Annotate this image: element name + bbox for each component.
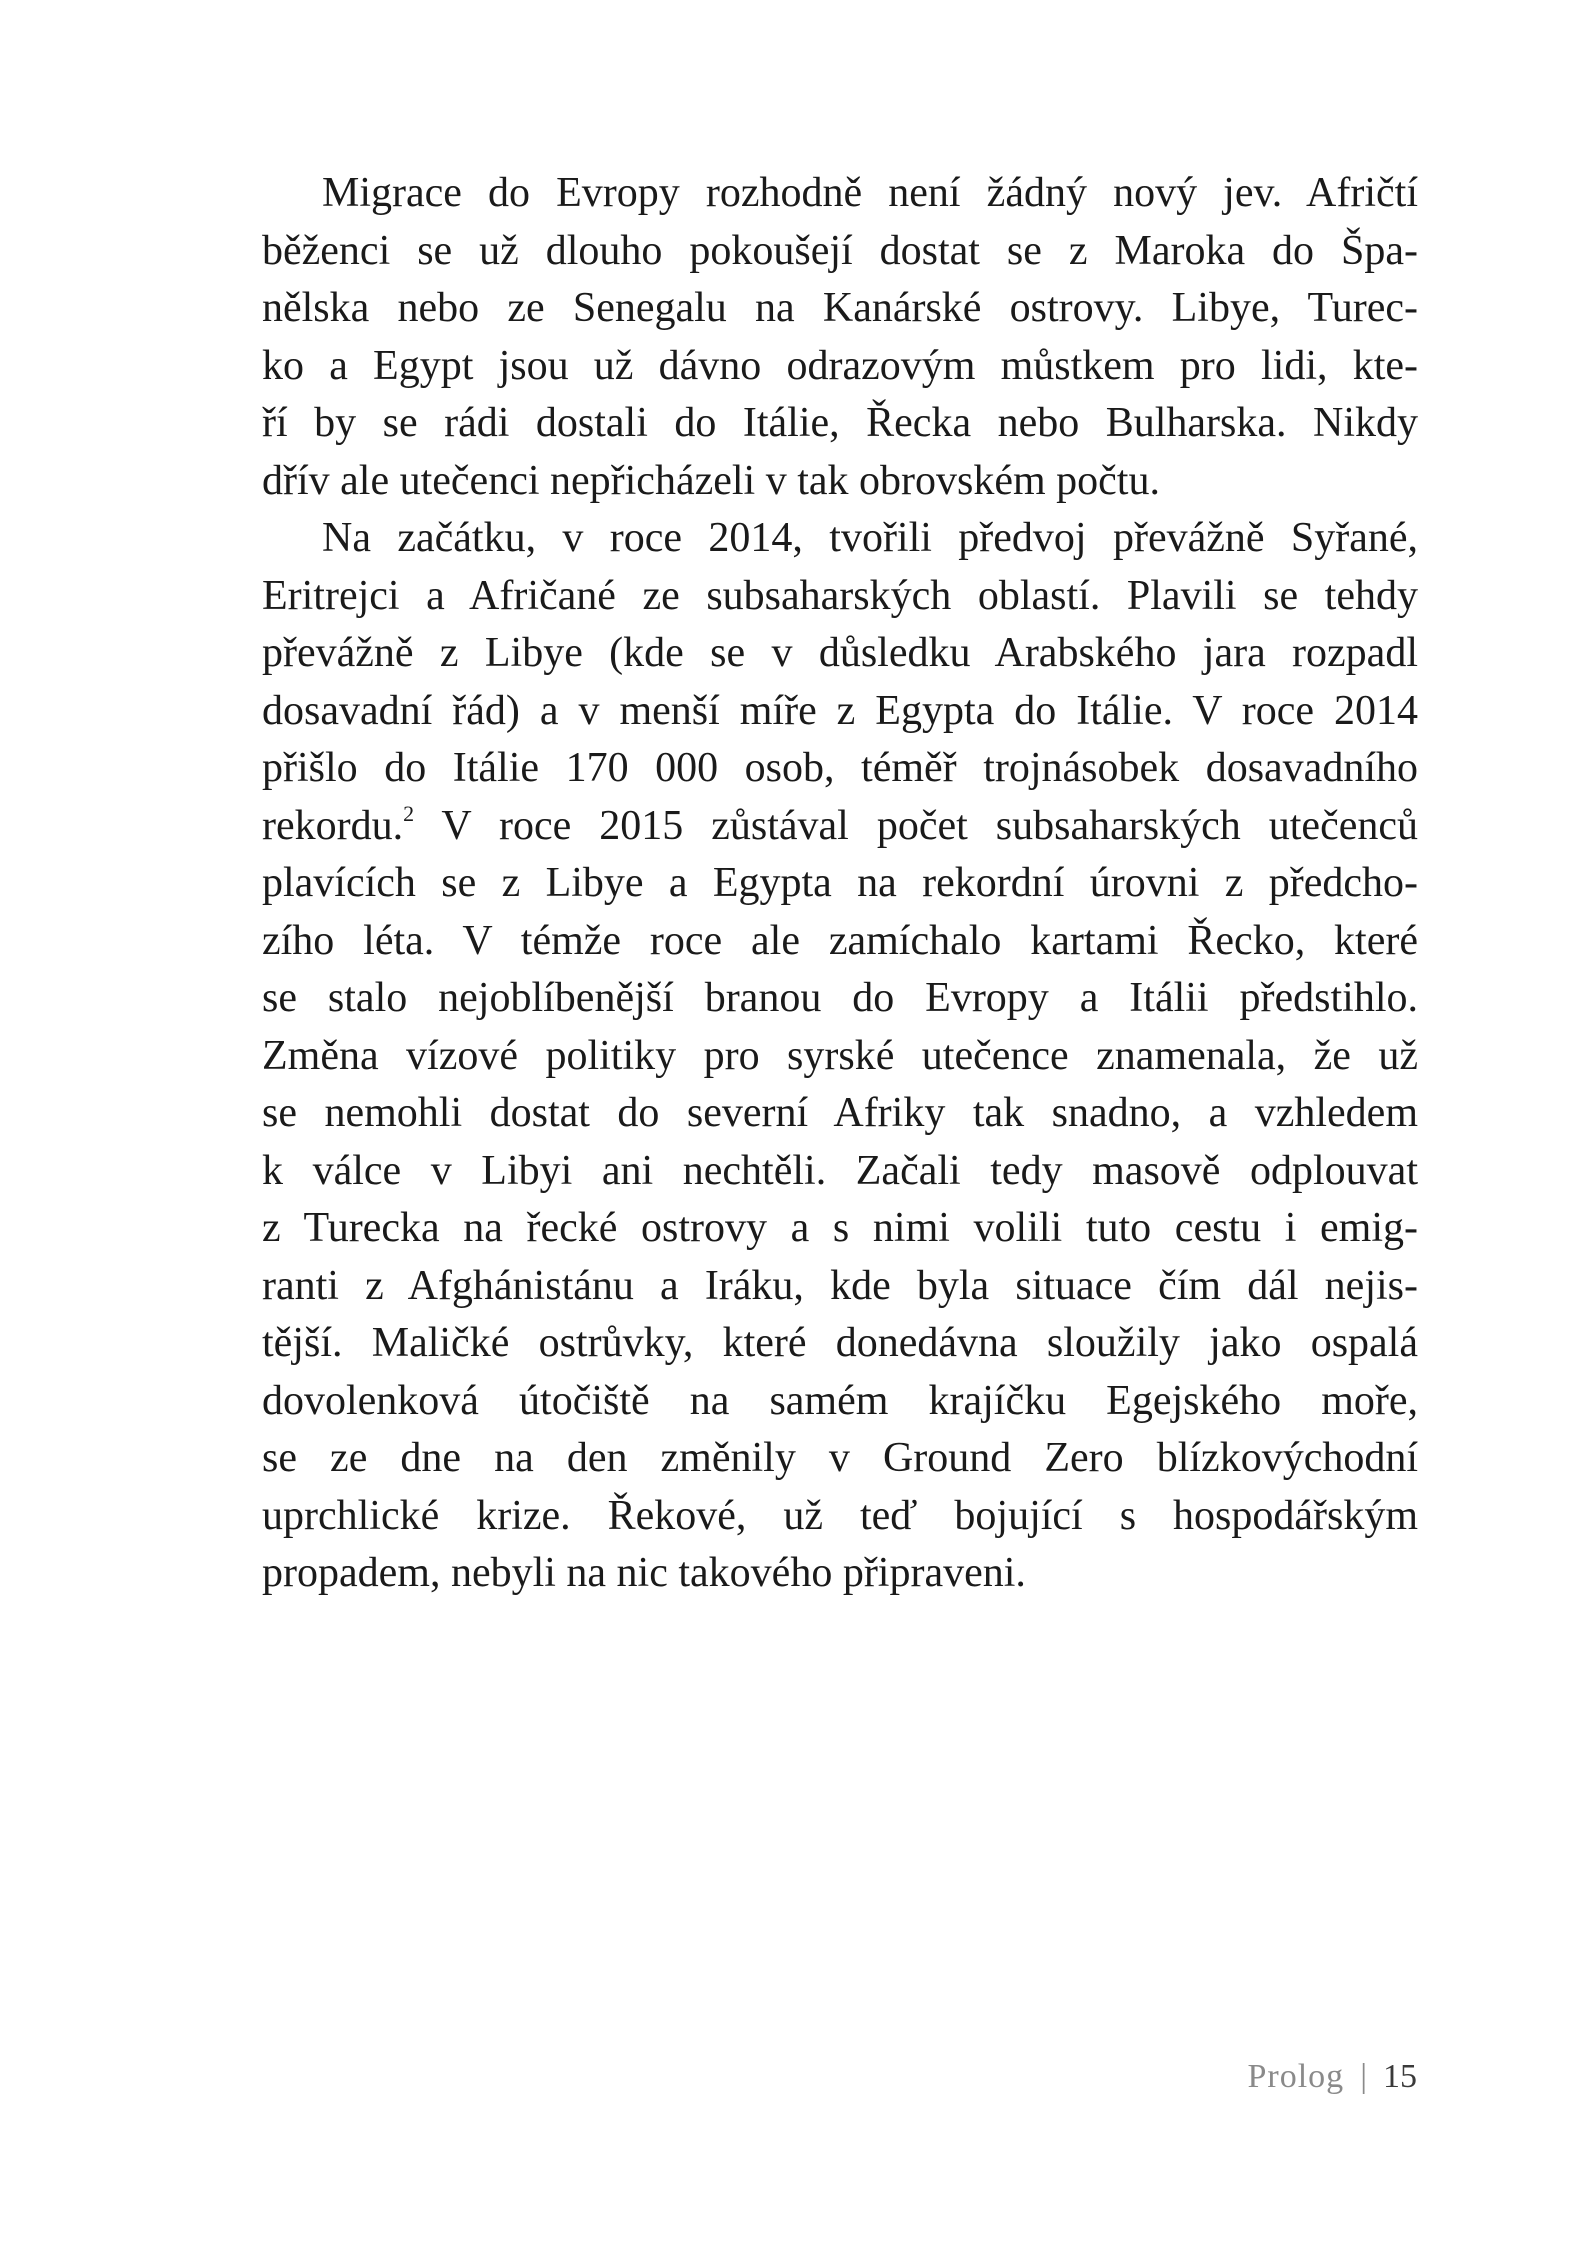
- text-line: dosavadní řád) a v menší míře z Egypta do Itálie. V roce 2014: [262, 687, 1418, 734]
- text-line: plavících se z Libye a Egypta na rekordní úrovni z předcho-: [262, 860, 1418, 906]
- text-line: ří by se rádi dostali do Itálie, Řecka nebo Bulharska. Nikdy: [262, 400, 1418, 446]
- footnote-marker[interactable]: 2: [403, 800, 415, 826]
- text-line: tější. Maličké ostrůvky, které donedávna sloužily jako ospalá: [262, 1320, 1418, 1366]
- body-text: [262, 165, 1418, 1603]
- text-line: k válce v Libyi ani nechtěli. Začali tedy masově odplouvat: [262, 1147, 1418, 1194]
- text-line: převážně z Libye (kde se v důsledku Arabského jara rozpadl: [262, 630, 1418, 676]
- text-line: z Turecka na řecké ostrovy a s nimi volili tuto cestu i emig-: [262, 1205, 1418, 1251]
- text-line: se ze dne na den změnily v Ground Zero blízkovýchodní: [262, 1435, 1418, 1481]
- page-number: 15: [1383, 2058, 1417, 2095]
- text-line: nělska nebo ze Senegalu na Kanárské ostrovy. Libye, Turec-: [262, 285, 1418, 331]
- text-line: uprchlické krize. Řekové, už teď bojující s hospodářským: [262, 1492, 1418, 1539]
- text-line: Změna vízové politiky pro syrské utečence znamenala, že už: [262, 1032, 1418, 1079]
- footer-separator: |: [1360, 2058, 1367, 2095]
- text-line: dovolenková útočiště na samém krajíčku Egejského moře,: [262, 1377, 1418, 1424]
- text-line: zího léta. V témže roce ale zamíchalo kartami Řecko, které: [262, 917, 1418, 964]
- text-line: přišlo do Itálie 170 000 osob, téměř trojnásobek dosavadního: [262, 745, 1418, 791]
- text-line: dřív ale utečenci nepřicházeli v tak obrovském počtu.: [262, 457, 1160, 504]
- running-head: Prolog: [1247, 2058, 1345, 2095]
- footnote-line-start: rekordu.: [262, 802, 404, 849]
- text-line: Migrace do Evropy rozhodně není žádný nový jev. Afričtí: [322, 170, 1418, 216]
- text-line: se nemohli dostat do severní Afriky tak snadno, a vzhledem: [262, 1090, 1418, 1136]
- text-line: se stalo nejoblíbenější branou do Evropy a Itálii předstihlo.: [262, 975, 1418, 1021]
- text-line: ranti z Afghánistánu a Iráku, kde byla situace čím dál nejis-: [262, 1262, 1418, 1309]
- text-line: běženci se už dlouho pokoušejí dostat se z Maroka do Špa-: [262, 227, 1418, 274]
- text-line-with-footnote: [262, 798, 1418, 856]
- text-line: Eritrejci a Afričané ze subsaharských oblastí. Plavili se tehdy: [262, 572, 1418, 619]
- text-line: propadem, nebyli na nic takového připraveni.: [262, 1550, 1026, 1596]
- page-footer: [1248, 2055, 1418, 2099]
- footnote-line-end: V roce 2015 zůstával počet subsaharských utečenců: [414, 802, 1418, 849]
- text-line: Na začátku, v roce 2014, tvořili předvoj převážně Syřané,: [322, 515, 1418, 561]
- text-line: ko a Egypt jsou už dávno odrazovým můstkem pro lidi, kte-: [262, 342, 1418, 389]
